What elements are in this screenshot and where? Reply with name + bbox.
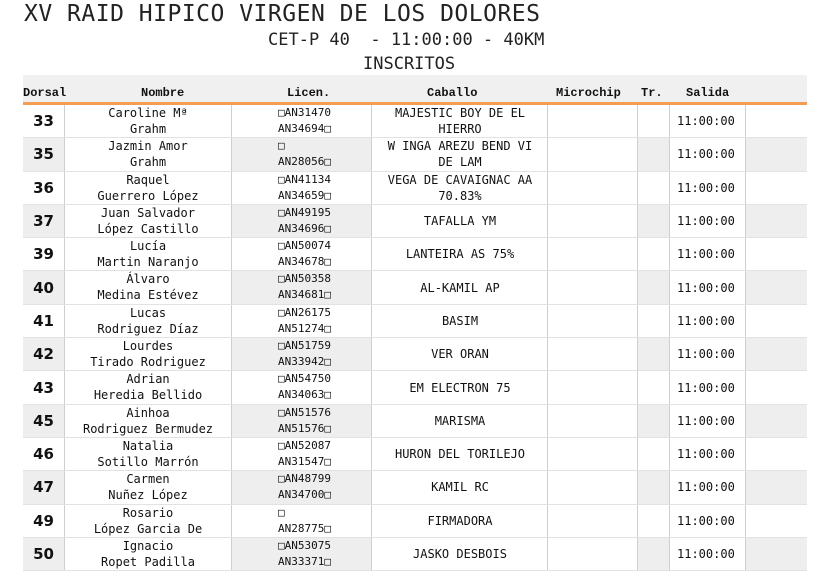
license-2: AN34659□ bbox=[278, 188, 331, 202]
license-1: □AN31470 bbox=[278, 106, 331, 119]
first-name: Raquel bbox=[126, 172, 170, 187]
dorsal-number: 40 bbox=[33, 278, 54, 297]
horse-name-2: 70.83% bbox=[438, 188, 482, 203]
microchip-cell bbox=[547, 538, 638, 570]
last-name: Nuñez López bbox=[108, 488, 188, 503]
license-cell bbox=[230, 438, 371, 470]
tr-cell bbox=[636, 438, 669, 470]
last-name: Heredia Bellido bbox=[93, 388, 203, 403]
first-name: Natalia bbox=[122, 438, 174, 453]
start-time: 11:00:00 bbox=[677, 147, 735, 162]
start-time: 11:00:00 bbox=[677, 214, 735, 229]
last-name: Ropet Padilla bbox=[101, 554, 195, 569]
table-row bbox=[23, 105, 807, 138]
dorsal-cell bbox=[23, 138, 64, 170]
microchip-cell bbox=[547, 438, 638, 470]
horse-cell bbox=[371, 438, 549, 470]
tr-cell bbox=[636, 538, 669, 570]
col-licen: Licen. bbox=[287, 86, 331, 100]
start-time: 11:00:00 bbox=[677, 447, 735, 462]
horse-cell bbox=[371, 338, 549, 370]
first-name: Carmen bbox=[126, 472, 170, 487]
horse-name-1: JASKO DESBOIS bbox=[413, 547, 507, 561]
first-name: Jazmin Amor bbox=[108, 139, 188, 154]
microchip-cell bbox=[547, 471, 638, 503]
tr-cell bbox=[636, 238, 669, 270]
salida-cell bbox=[669, 305, 746, 337]
license-1: □AN41134 bbox=[278, 172, 331, 186]
start-time: 11:00:00 bbox=[677, 547, 735, 561]
salida-cell bbox=[669, 538, 746, 570]
table-row bbox=[23, 371, 807, 404]
dorsal-cell bbox=[23, 338, 64, 370]
tr-cell bbox=[636, 205, 669, 237]
horse-name-1: AL-KAMIL AP bbox=[420, 280, 500, 295]
last-name: López Castillo bbox=[97, 221, 199, 236]
horse-cell bbox=[371, 271, 549, 303]
last-name: Martin Naranjo bbox=[97, 255, 199, 270]
start-time: 11:00:00 bbox=[677, 114, 735, 129]
name-cell bbox=[64, 338, 232, 370]
first-name: Rosario bbox=[122, 505, 174, 520]
salida-cell bbox=[669, 271, 746, 303]
dorsal-cell bbox=[23, 172, 64, 204]
salida-cell bbox=[669, 238, 746, 270]
horse-cell bbox=[371, 172, 549, 204]
license-cell bbox=[230, 172, 371, 204]
start-time: 11:00:00 bbox=[677, 347, 735, 362]
license-1: □AN52087 bbox=[278, 438, 331, 452]
license-cell bbox=[230, 538, 371, 570]
microchip-cell bbox=[547, 271, 638, 303]
table-row bbox=[23, 438, 807, 471]
start-time: 11:00:00 bbox=[677, 247, 735, 262]
horse-name-1: TAFALLA YM bbox=[423, 214, 497, 229]
name-cell bbox=[64, 271, 232, 303]
horse-name-2: DE LAM bbox=[438, 155, 482, 170]
start-time: 11:00:00 bbox=[677, 413, 735, 428]
dorsal-cell bbox=[23, 271, 64, 303]
last-name: Medina Estévez bbox=[97, 288, 199, 303]
microchip-cell bbox=[547, 138, 638, 170]
dorsal-number: 39 bbox=[33, 245, 54, 264]
first-name: Ainhoa bbox=[126, 405, 170, 420]
tr-cell bbox=[636, 371, 669, 403]
tr-cell bbox=[636, 305, 669, 337]
table-row bbox=[23, 172, 807, 205]
dorsal-number: 35 bbox=[33, 145, 54, 164]
license-cell bbox=[230, 238, 371, 270]
salida-cell bbox=[669, 205, 746, 237]
license-cell bbox=[230, 205, 371, 237]
tr-cell bbox=[636, 405, 669, 437]
name-cell bbox=[64, 105, 232, 137]
horse-cell bbox=[371, 371, 549, 403]
microchip-cell bbox=[547, 305, 638, 337]
license-1: □AN48799 bbox=[278, 472, 331, 486]
license-cell bbox=[230, 271, 371, 303]
license-cell bbox=[230, 471, 371, 503]
table-header bbox=[23, 75, 807, 105]
tr-cell bbox=[636, 138, 669, 170]
horse-name-1: VER ORAN bbox=[431, 347, 489, 362]
license-1: □AN51576 bbox=[278, 405, 331, 419]
first-name: Ignacio bbox=[122, 538, 174, 553]
table-row bbox=[23, 505, 807, 538]
license-2: AN34063□ bbox=[278, 388, 331, 402]
page-title: XV RAID HIPICO VIRGEN DE LOS DOLORES bbox=[24, 1, 541, 27]
tr-cell bbox=[636, 338, 669, 370]
salida-cell bbox=[669, 471, 746, 503]
tr-cell bbox=[636, 172, 669, 204]
tr-cell bbox=[636, 271, 669, 303]
salida-cell bbox=[669, 505, 746, 537]
name-cell bbox=[64, 305, 232, 337]
license-2: AN33371□ bbox=[278, 554, 331, 568]
start-time: 11:00:00 bbox=[677, 280, 735, 295]
salida-cell bbox=[669, 105, 746, 137]
table-row bbox=[23, 205, 807, 238]
horse-name-1: MARISMA bbox=[434, 413, 486, 428]
table-row bbox=[23, 271, 807, 304]
last-name: Grahm bbox=[129, 122, 167, 136]
first-name: Lourdes bbox=[122, 339, 174, 354]
name-cell bbox=[64, 138, 232, 170]
table-body bbox=[23, 105, 807, 571]
license-cell bbox=[230, 505, 371, 537]
name-cell bbox=[64, 405, 232, 437]
license-cell bbox=[230, 338, 371, 370]
col-tr: Tr. bbox=[641, 86, 663, 100]
dorsal-cell bbox=[23, 538, 64, 570]
horse-name-1: BASIM bbox=[441, 313, 479, 328]
license-1: □AN50358 bbox=[278, 272, 331, 286]
col-dorsal: Dorsal bbox=[23, 86, 67, 100]
name-cell bbox=[64, 538, 232, 570]
tr-cell bbox=[636, 505, 669, 537]
start-time: 11:00:00 bbox=[677, 180, 735, 195]
microchip-cell bbox=[547, 172, 638, 204]
salida-cell bbox=[669, 438, 746, 470]
dorsal-number: 46 bbox=[33, 445, 54, 464]
tr-cell bbox=[636, 105, 669, 137]
first-name: Adrian bbox=[126, 372, 170, 387]
salida-cell bbox=[669, 405, 746, 437]
license-2: AN31547□ bbox=[278, 454, 331, 468]
salida-cell bbox=[669, 172, 746, 204]
salida-cell bbox=[669, 338, 746, 370]
license-2: AN34700□ bbox=[278, 488, 331, 502]
start-time: 11:00:00 bbox=[677, 513, 735, 528]
dorsal-cell bbox=[23, 505, 64, 537]
license-1: □AN50074 bbox=[278, 239, 331, 253]
start-time: 11:00:00 bbox=[677, 480, 735, 495]
license-cell bbox=[230, 405, 371, 437]
name-cell bbox=[64, 471, 232, 503]
license-2: AN28775□ bbox=[278, 521, 331, 535]
license-cell bbox=[230, 371, 371, 403]
dorsal-cell bbox=[23, 471, 64, 503]
last-name: Grahm bbox=[129, 155, 167, 170]
table-row bbox=[23, 338, 807, 371]
dorsal-cell bbox=[23, 205, 64, 237]
license-cell bbox=[230, 138, 371, 170]
last-name: Rodriguez Bermudez bbox=[82, 421, 214, 436]
horse-name-1: VEGA DE CAVAIGNAC AA bbox=[387, 172, 533, 187]
start-time: 11:00:00 bbox=[677, 313, 735, 328]
dorsal-number: 36 bbox=[33, 178, 54, 197]
license-1: □AN54750 bbox=[278, 372, 331, 386]
col-microchip: Microchip bbox=[556, 86, 621, 100]
license-2: AN28056□ bbox=[278, 155, 331, 169]
table-row bbox=[23, 238, 807, 271]
horse-cell bbox=[371, 505, 549, 537]
table-row bbox=[23, 405, 807, 438]
tr-cell bbox=[636, 471, 669, 503]
salida-cell bbox=[669, 371, 746, 403]
dorsal-number: 49 bbox=[33, 511, 54, 530]
license-1: □AN53075 bbox=[278, 538, 331, 552]
first-name: Lucía bbox=[129, 239, 167, 254]
license-2: AN33942□ bbox=[278, 355, 331, 369]
license-1: □AN51759 bbox=[278, 339, 331, 353]
horse-cell bbox=[371, 405, 549, 437]
horse-name-1: FIRMADORA bbox=[427, 513, 493, 528]
last-name: Rodriguez Díaz bbox=[97, 321, 199, 336]
dorsal-number: 33 bbox=[33, 112, 54, 131]
microchip-cell bbox=[547, 238, 638, 270]
microchip-cell bbox=[547, 405, 638, 437]
start-time: 11:00:00 bbox=[677, 380, 735, 395]
table-row bbox=[23, 305, 807, 338]
microchip-cell bbox=[547, 338, 638, 370]
salida-cell bbox=[669, 138, 746, 170]
horse-name-1: LANTEIRA AS 75% bbox=[405, 247, 515, 262]
dorsal-cell bbox=[23, 238, 64, 270]
horse-name-1: KAMIL RC bbox=[431, 480, 489, 495]
microchip-cell bbox=[547, 371, 638, 403]
name-cell bbox=[64, 505, 232, 537]
name-cell bbox=[64, 438, 232, 470]
table-row bbox=[23, 471, 807, 504]
dorsal-number: 50 bbox=[33, 545, 54, 563]
license-2: AN51576□ bbox=[278, 421, 331, 435]
license-2: AN34696□ bbox=[278, 221, 331, 235]
horse-cell bbox=[371, 138, 549, 170]
dorsal-cell bbox=[23, 438, 64, 470]
horse-cell bbox=[371, 305, 549, 337]
dorsal-cell bbox=[23, 305, 64, 337]
horse-cell bbox=[371, 471, 549, 503]
license-2: AN34678□ bbox=[278, 255, 331, 269]
license-cell bbox=[230, 305, 371, 337]
name-cell bbox=[64, 238, 232, 270]
dorsal-number: 45 bbox=[33, 411, 54, 430]
section-heading: INSCRITOS bbox=[363, 54, 456, 74]
horse-cell bbox=[371, 238, 549, 270]
license-2: AN51274□ bbox=[278, 321, 331, 335]
dorsal-number: 37 bbox=[33, 212, 54, 231]
license-cell bbox=[230, 105, 371, 137]
last-name: López Garcia De bbox=[93, 521, 203, 536]
col-caballo: Caballo bbox=[427, 86, 478, 100]
license-1: □AN26175 bbox=[278, 305, 331, 319]
horse-cell bbox=[371, 105, 549, 137]
horse-cell bbox=[371, 538, 549, 570]
dorsal-cell bbox=[23, 405, 64, 437]
horse-name-2: HIERRO bbox=[438, 122, 482, 136]
horse-name-1: MAJESTIC BOY DE EL bbox=[394, 106, 526, 120]
microchip-cell bbox=[547, 105, 638, 137]
dorsal-cell bbox=[23, 371, 64, 403]
first-name: Caroline Mª bbox=[108, 106, 188, 120]
name-cell bbox=[64, 172, 232, 204]
horse-cell bbox=[371, 205, 549, 237]
table-row bbox=[23, 538, 807, 571]
table-row bbox=[23, 138, 807, 171]
license-2: AN34681□ bbox=[278, 288, 331, 302]
microchip-cell bbox=[547, 505, 638, 537]
dorsal-number: 42 bbox=[33, 345, 54, 364]
license-1: □ bbox=[278, 505, 285, 519]
license-1: □ bbox=[278, 139, 285, 153]
dorsal-cell bbox=[23, 105, 64, 137]
horse-name-1: W INGA AREZU BEND VI bbox=[387, 139, 533, 154]
first-name: Juan Salvador bbox=[101, 205, 195, 220]
first-name: Lucas bbox=[129, 305, 167, 320]
dorsal-number: 43 bbox=[33, 378, 54, 397]
horse-name-1: EM ELECTRON 75 bbox=[409, 380, 511, 395]
category-subtitle: CET-P 40 - 11:00:00 - 40KM bbox=[268, 30, 545, 50]
last-name: Guerrero López bbox=[97, 188, 199, 203]
first-name: Álvaro bbox=[126, 272, 170, 287]
dorsal-number: 41 bbox=[33, 311, 54, 330]
last-name: Tirado Rodriguez bbox=[90, 355, 206, 370]
name-cell bbox=[64, 205, 232, 237]
name-cell bbox=[64, 371, 232, 403]
col-nombre: Nombre bbox=[141, 86, 185, 100]
microchip-cell bbox=[547, 205, 638, 237]
license-1: □AN49195 bbox=[278, 205, 331, 219]
col-salida: Salida bbox=[686, 86, 730, 100]
last-name: Sotillo Marrón bbox=[97, 454, 199, 469]
entries-table bbox=[23, 75, 807, 571]
dorsal-number: 47 bbox=[33, 478, 54, 497]
license-2: AN34694□ bbox=[278, 122, 331, 135]
horse-name-1: HURON DEL TORILEJO bbox=[394, 447, 526, 462]
